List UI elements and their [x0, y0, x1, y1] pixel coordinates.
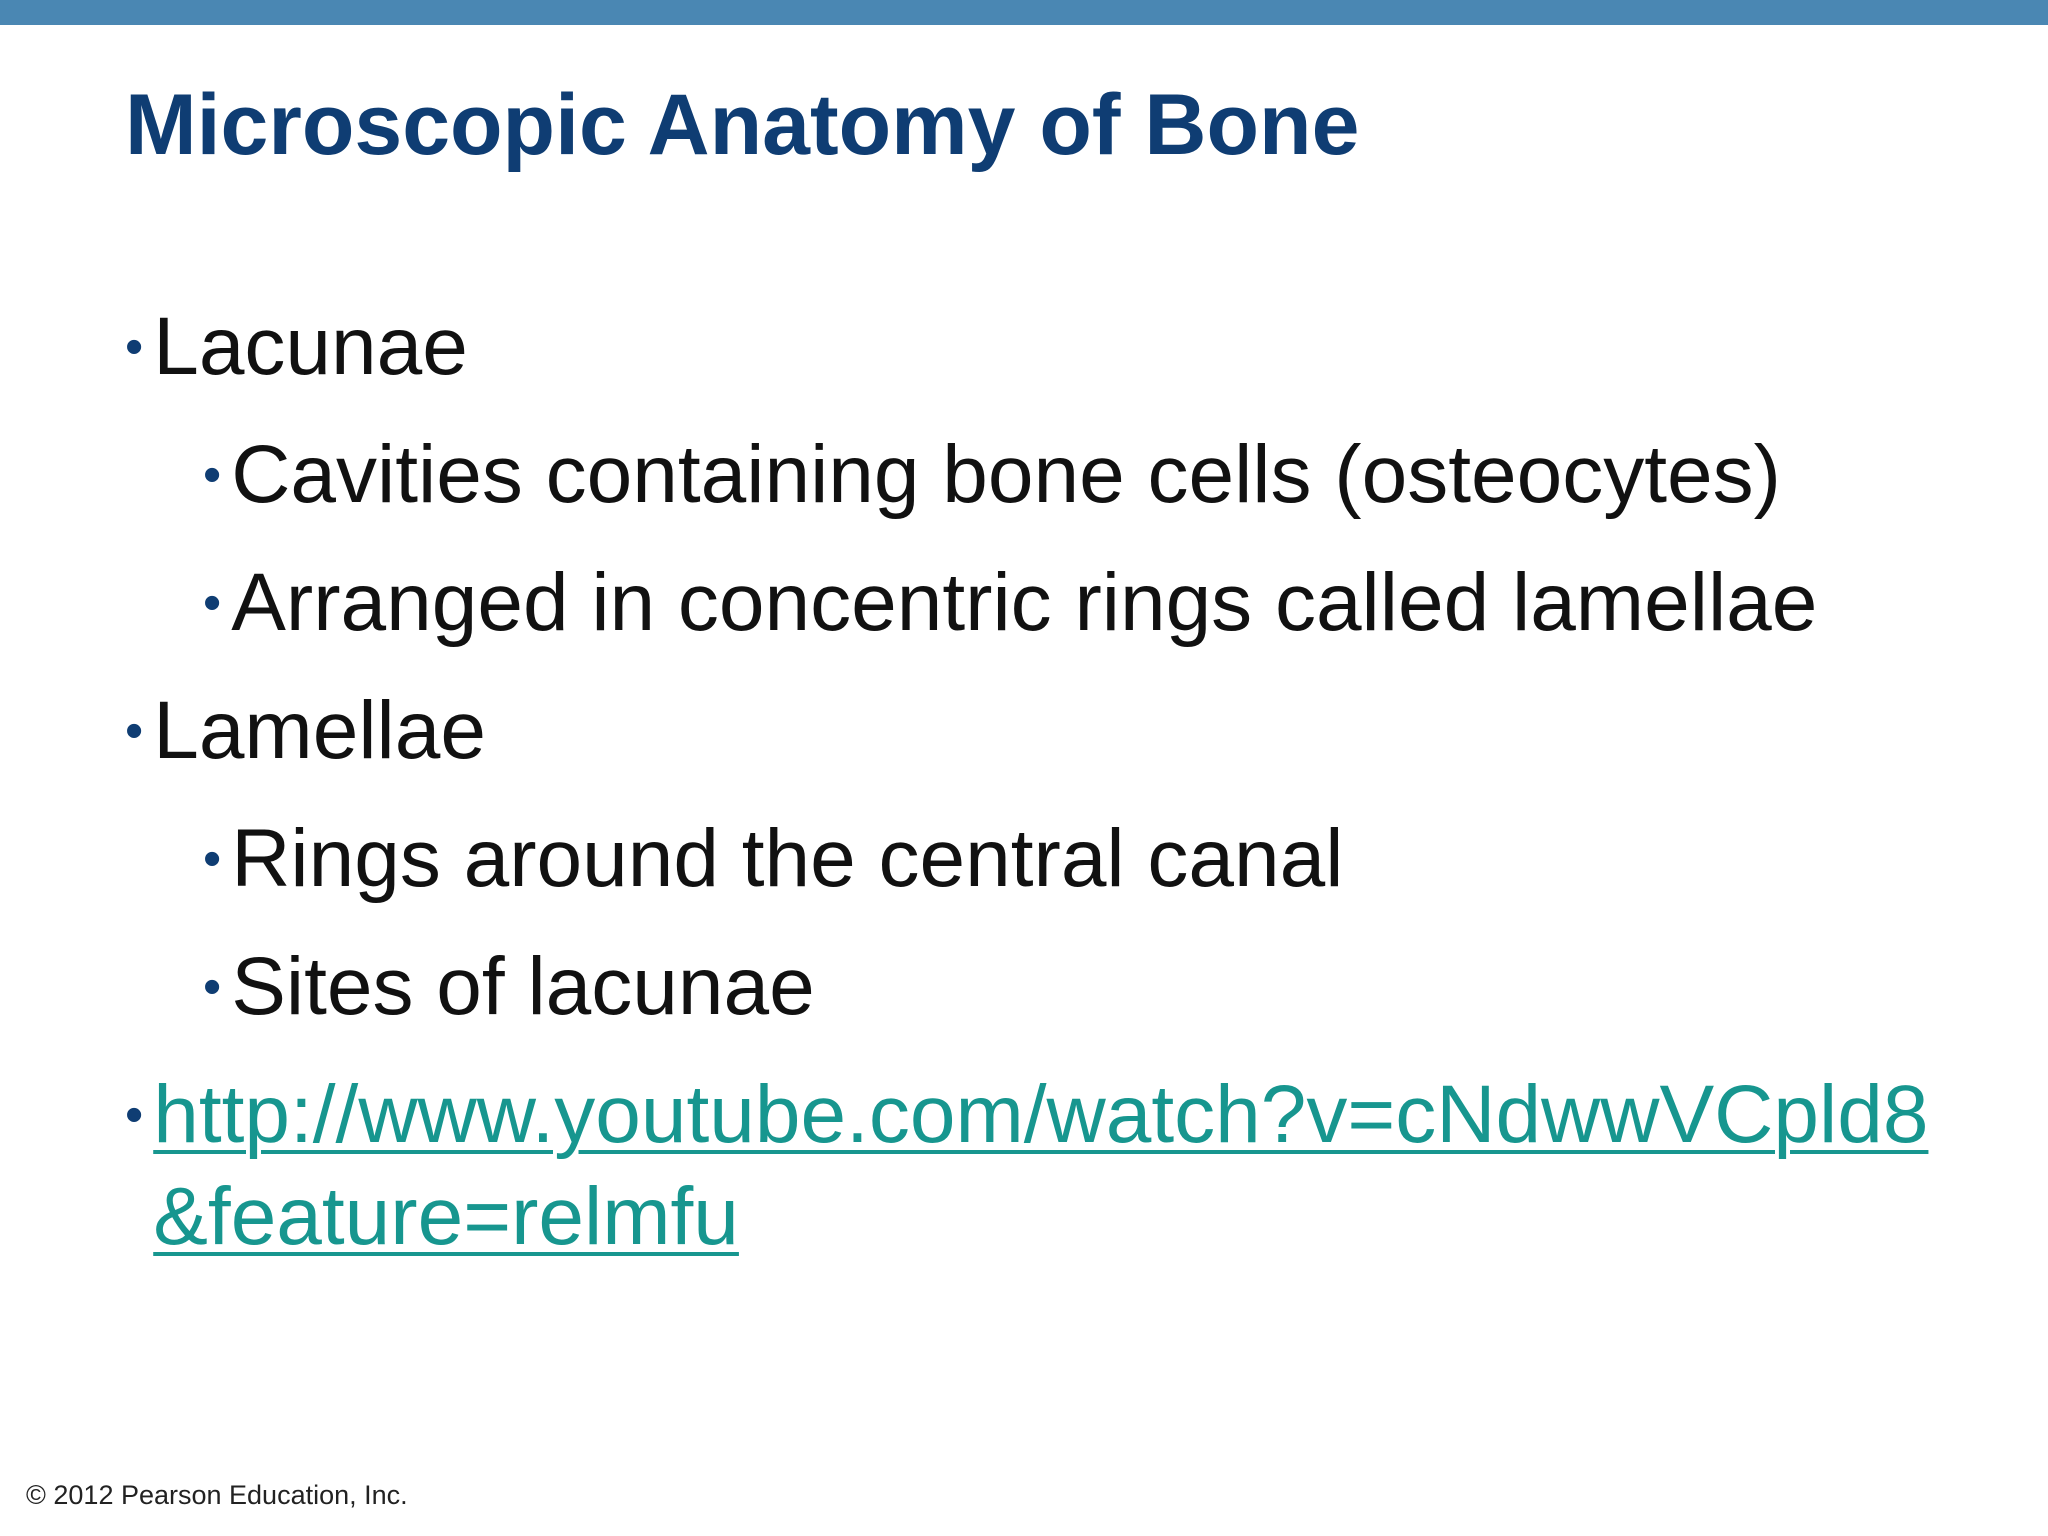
bullet-lamellae: [125, 680, 486, 783]
bullet-text: Sites of lacunae: [231, 941, 815, 1032]
bullet-text: Rings around the central canal: [231, 813, 1344, 904]
bullet-marker: •: [125, 318, 144, 376]
bullet-marker: •: [203, 446, 222, 504]
bullet-marker: •: [203, 958, 222, 1016]
bullet-text: Arranged in concentric rings called lamellae: [231, 557, 1818, 648]
youtube-link[interactable]: http://www.youtube.com/watch?v=cNdwwVCpld8&feature=relmfu: [153, 1069, 1929, 1262]
bullet-marker: •: [203, 574, 222, 632]
bullet-text: Lamellae: [153, 685, 486, 776]
bullet-text: Cavities containing bone cells (osteocytes): [231, 429, 1781, 520]
bullet-marker: •: [125, 1086, 144, 1144]
bullet-text: Lacunae: [153, 301, 468, 392]
sub-bullet-cavities: [203, 424, 1781, 527]
bullet-video-link: [125, 1064, 1953, 1267]
slide-title: Microscopic Anatomy of Bone: [125, 77, 1360, 173]
bullet-lacunae: [125, 296, 468, 399]
bullet-marker: •: [125, 702, 144, 760]
copyright-footer: © 2012 Pearson Education, Inc.: [26, 1480, 408, 1510]
sub-bullet-arranged: [203, 552, 1817, 655]
sub-bullet-sites: [203, 936, 815, 1039]
sub-bullet-rings: [203, 808, 1343, 911]
bullet-marker: •: [203, 830, 222, 888]
